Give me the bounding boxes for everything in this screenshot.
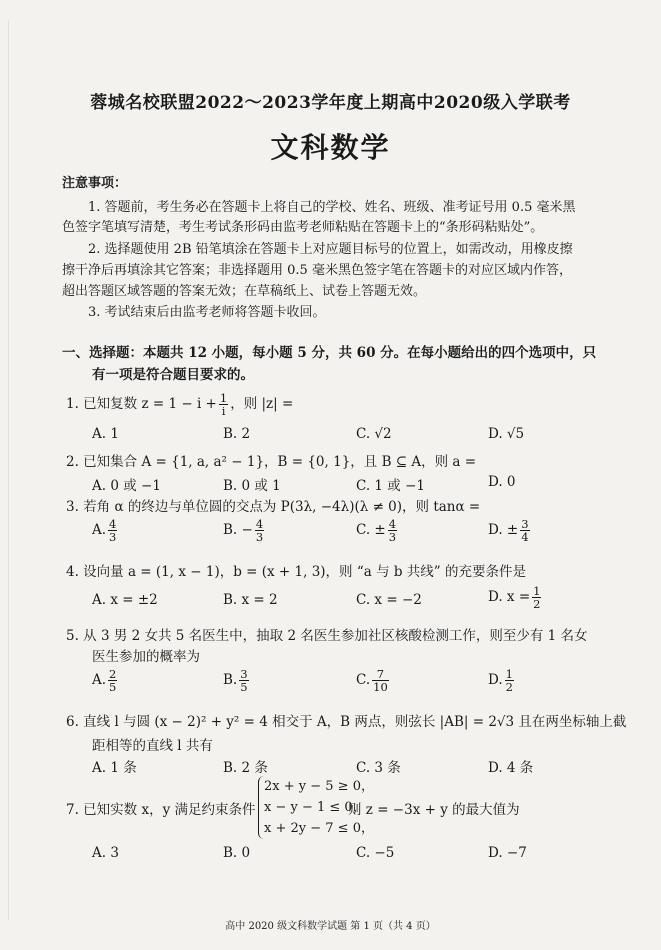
question-4: 4. 设向量 a = (1, x − 1)，b = (x + 1, 3)，则 “a 与 b 共线” 的充要条件是 (66, 564, 526, 580)
q6-option-c: C. 3 条 (356, 760, 401, 776)
q4-option-c: C. x = −2 (356, 592, 422, 608)
q4-option-d: D. x = $\frac{1}{2}$ (488, 584, 541, 612)
q1-option-d: D. √5 (488, 426, 525, 442)
constraint-3: x + 2y − 7 ≤ 0， (264, 821, 374, 836)
q1-option-c: C. √2 (356, 426, 392, 442)
constraint-1: 2x + y − 5 ≥ 0， (264, 779, 374, 794)
q3-option-b: B. − $\frac{4}{3}$ (223, 517, 264, 545)
q7-option-c: C. −5 (356, 845, 395, 861)
q6-option-a: A. 1 条 (92, 760, 137, 776)
q5-option-c: C. $\frac{7}{10}$ (356, 667, 388, 695)
q7-option-a: A. 3 (92, 845, 119, 861)
q7-option-b: B. 0 (223, 845, 251, 861)
q6-option-d: D. 4 条 (488, 760, 534, 776)
notice-heading: 注意事项： (62, 176, 128, 191)
q1-option-b: B. 2 (223, 426, 251, 442)
q2-option-c: C. 1 或 −1 (356, 478, 426, 494)
q1-stem: 1. 已知复数 z = 1 − i + (66, 396, 217, 413)
page-footer: 高中 2020 级文科数学试题 第 1 页（共 4 页） (225, 921, 436, 932)
notice-line: 2. 选择题使用 2B 铅笔填涂在答题卡上对应题目标号的位置上，如需改动，用橡皮擦 (88, 242, 573, 257)
q3-option-c: C. ± $\frac{4}{3}$ (356, 517, 397, 545)
q3-option-d: D. ± $\frac{3}{4}$ (488, 517, 529, 545)
question-7: 7. 已知实数 x，y 满足约束条件 (66, 802, 256, 818)
q2-option-d: D. 0 (488, 474, 516, 490)
q4-option-b: B. x = 2 (223, 592, 278, 608)
notice-line: 擦干净后再填涂其它答案；非选择题用 0.5 毫米黑色签字笔在答题卡的对应区域内作答， (62, 263, 572, 278)
question-3: 3. 若角 α 的终边与单位圆的交点为 P(3λ, −4λ)(λ ≠ 0)，则 tanα = (66, 499, 481, 515)
notice-line: 色签字笔填写清楚，考生考试条形码由监考老师粘贴在答题卡上的“条形码粘贴处”。 (62, 220, 544, 235)
notice-line: 超出答题区域答题的答案无效；在草稿纸上、试卷上答题无效。 (62, 284, 427, 299)
question-7-cont: 则 z = −3x + y 的最大值为 (348, 802, 520, 818)
constraint-2: x − y − 1 ≤ 0， (264, 800, 366, 815)
q2-option-b: B. 0 或 1 (223, 478, 281, 494)
section-heading: 一、选择题：本题共 12 小题，每小题 5 分，共 60 分。在每小题给出的四个选项中，只 (62, 345, 597, 361)
notice-line: 3. 考试结束后由监考老师将答题卡收回。 (88, 305, 326, 320)
q1-option-a: A. 1 (92, 426, 119, 442)
q5-option-d: D. $\frac{1}{2}$ (488, 667, 513, 695)
question-2: 2. 已知集合 A = {1, a, a² − 1}，B = {0, 1}，且 B ⊆ A，则 a = (66, 454, 477, 470)
q4-option-a: A. x = ±2 (92, 592, 158, 608)
q1-fraction: $\frac{1}{i}$ (219, 391, 228, 419)
notice-line: 1. 答题前，考生务必在答题卡上将自己的学校、姓名、班级、准考证号用 0.5 毫米黑 (88, 200, 576, 215)
q6-option-b: B. 2 条 (223, 760, 268, 776)
q7-option-d: D. −7 (488, 845, 527, 861)
question-1 (66, 392, 293, 417)
question-5-cont: 医生参加的概率为 (92, 649, 200, 665)
subject-title: 文科数学 (270, 131, 391, 164)
section-heading-cont: 有一项是符合题目要求的。 (92, 367, 254, 383)
question-5: 5. 从 3 男 2 女共 5 名医生中，抽取 2 名医生参加社区核酸检测工作，则至少有 1 名女 (66, 628, 588, 644)
q5-option-b: B. $\frac{3}{5}$ (223, 667, 248, 695)
q2-option-a: A. 0 或 −1 (92, 478, 161, 494)
question-6: 6. 直线 l 与圆 (x − 2)² + y² = 4 相交于 A，B 两点，则弦长 |AB| = 2√3 且在两坐标轴上截 (66, 714, 627, 730)
question-6-cont: 距相等的直线 l 共有 (92, 738, 213, 754)
exam-title: 蓉城名校联盟2022～2023学年度上期高中2020级入学联考 (90, 93, 571, 113)
q1-stem-end: ，则 |z| = (230, 396, 294, 413)
q5-option-a: A. $\frac{2}{5}$ (92, 667, 117, 695)
q3-option-a: A. $\frac{4}{3}$ (92, 517, 117, 545)
